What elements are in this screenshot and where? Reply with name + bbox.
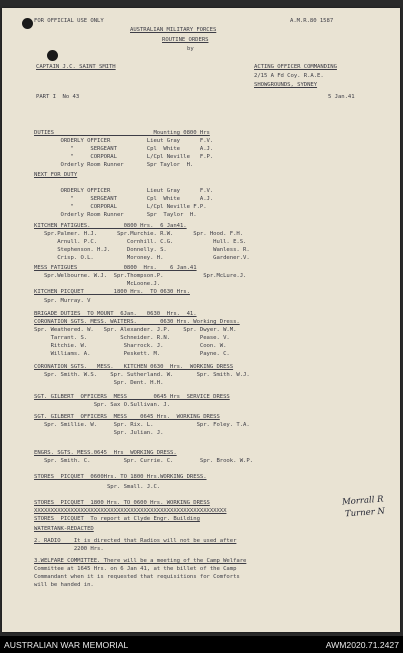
order-line: 3.WELFARE COMMITTEE. There will be a meeting of the Camp Welfare (34, 558, 247, 564)
order-line: Spr. Murray. V (34, 298, 91, 304)
order-line: STORES PICQUET 0600Hrs. TO 1800 Hrs.WORKING DRESS. (34, 474, 207, 480)
order-line: 2200 Hrs. (34, 546, 104, 552)
order-line: Spr. Julian. J. (34, 430, 164, 436)
classification: FOR OFFICIAL USE ONLY (34, 18, 104, 24)
footer-right: AWM2020.71.2427 (325, 640, 399, 650)
order-line: Arnull. P.C. Cornhill. C.G. Hull. E.S. (34, 239, 247, 245)
order-line: Spr.Palmer. H.J. Spr.Murchie. R.W. Spr. Hood. F.H. (34, 231, 244, 237)
order-line: Spr. Smith. C. Spr. Currie. C. Spr. Brook. W.P. (34, 458, 253, 464)
order-line: 2. RADIO It is directed that Radios will not be used after (34, 538, 237, 544)
order-line: will be handed in. (34, 582, 94, 588)
archive-footer (0, 636, 403, 653)
order-line: Stephenson. H.J. Donnelly. S. Wanless. R. (34, 247, 250, 253)
order-line: DUTIES Mounting 0800 Hrs (34, 130, 210, 136)
unit-name: 2/15 A Fd Coy. R.A.E. (254, 73, 324, 79)
order-line: STORES PICQUET To report at Clyde Engr. Building (34, 516, 200, 522)
order-line: Spr.Welbourne. W.J. Spr.Thompson.P. Spr.McLure.J. (34, 273, 247, 279)
order-line: Spr. Dent. H.H. (34, 380, 164, 386)
order-line: ORDERLY OFFICER Lieut Gray F.V. (34, 188, 214, 194)
order-line: Orderly Room Runner Spr Taylor H. (34, 212, 197, 218)
punch-hole (22, 18, 33, 29)
order-line: XXXXXXXXXXXXXXXXXXXXXXXXXXXXXXXXXXXXXXXXXXXXXXXXXXXXXXXXXX (34, 508, 227, 514)
order-line: MESS FATIGUES 0800 Hrs. 6 Jan.41 (34, 265, 197, 271)
officer-name: CAPTAIN J.C. SAINT SMITH (36, 64, 116, 70)
order-line: " CORPORAL L/Cpl Neville F.P. (34, 154, 214, 160)
order-line: WATERTANK-REDACTED (34, 526, 94, 532)
handwritten-name: Turner N (344, 506, 386, 520)
order-line: Spr. Smillie. W. Spr. Rix. L. Spr. Foley. T.A. (34, 422, 250, 428)
order-line: STORES PICQUET 1800 Hrs. TO 0600 Hrs. WORKING DRESS (34, 500, 210, 506)
order-line: Committee at 1645 Hrs. on 6 Jan 41, at the billet of the Camp (34, 566, 237, 572)
handwritten-name: Morrall R (341, 494, 384, 508)
order-line: Spr. Sax O.Sullivan. J. (34, 402, 171, 408)
order-line: NEXT FOR DUTY (34, 172, 78, 178)
order-line: Williams. A. Peskett. M. Payne. C. (34, 351, 230, 357)
order-line: Spr. Smith. W.S. Spr. Sutherland. W. Spr. Smith. W.J. (34, 372, 250, 378)
order-line: SGT. GILBERT OFFICERS MESS 0645 Hrs. WORKING DRESS (34, 414, 220, 420)
order-line: KITCHEN PICQUET 1800 Hrs. TO 0630 Hrs. (34, 289, 190, 295)
order-line: Spr. Weathered. W. Spr. Alexander. J.P. Spr. Dwyer. W.M. (34, 327, 237, 333)
order-line: Ritchie. W. Sharrock. J. Coon. W. (34, 343, 227, 349)
order-line: Orderly Room Runner Spr Taylor H. (34, 162, 194, 168)
part-number: PART I No 43 (36, 94, 80, 100)
order-line: Crisp. O.L. Moroney. H. Gardener.V. (34, 255, 250, 261)
footer-left: AUSTRALIAN WAR MEMORIAL (4, 640, 129, 650)
officer-role: ACTING OFFICER COMMANDING (254, 64, 337, 70)
reference-number: A.M.R.80 1587 (290, 18, 334, 24)
order-line: Spr. Small. J.C. (34, 484, 161, 490)
order-line: ORDERLY OFFICER Lieut Gray F.V. (34, 138, 214, 144)
force-title: AUSTRALIAN MILITARY FORCES (130, 27, 217, 33)
document-page (2, 8, 400, 632)
order-line: CORONATION SGTS. MESS. WAITERS. 0630 Hrs. Working Dress. (34, 319, 240, 325)
order-line: ENGRS. SGTS. MESS.0645 Hrs WORKING DRESS. (34, 450, 177, 456)
order-line: " SERGEANT Cpl White A.J. (34, 146, 214, 152)
document-title: ROUTINE ORDERS (162, 37, 209, 43)
by-line: by (187, 46, 194, 52)
order-line: CORONATION SGTS. MESS. KITCHEN 0630 Hrs. WORKING DRESS (34, 364, 234, 370)
order-line: SGT. GILBERT OFFICERS MESS 0645 Hrs SERVICE DRESS (34, 394, 230, 400)
order-line: Tarrant. S. Schneider. R.N. Pease. V. (34, 335, 230, 341)
order-line: BRIGADE DUTIES TO MOUNT 6Jan. 0630 Hrs. 41. (34, 311, 197, 317)
order-line: KITCHEN FATIGUES. 0800 Hrs. 6 Jan41. (34, 223, 187, 229)
order-line: McLoone.J. (34, 281, 161, 287)
order-line: " SERGEANT Cpl White A.J. (34, 196, 214, 202)
punch-hole (47, 50, 58, 61)
order-line: Commandant when it is requested that requisitions for Comforts (34, 574, 240, 580)
location: SHOWGROUNDS, SYDNEY (254, 82, 318, 88)
order-date: 5 Jan.41 (328, 94, 355, 100)
order-line: " CORPORAL L/Cpl Neville F.P. (34, 204, 207, 210)
